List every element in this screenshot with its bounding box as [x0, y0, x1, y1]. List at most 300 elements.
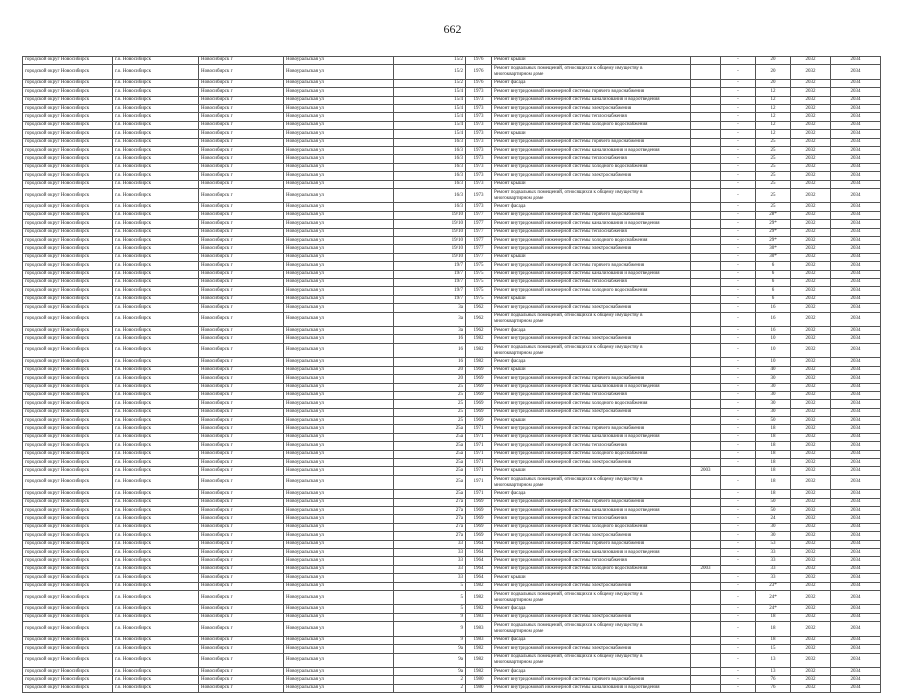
start-year-cell: 2032 [791, 105, 831, 113]
municipality-cell: г.о. Новосибирск [113, 684, 199, 692]
work-type-cell: Ремонт подвальных помещений, относящихся к общему имуществу в многоквартирном доме [492, 475, 691, 490]
sequence-cell: 13 [756, 668, 791, 676]
street-cell: Новоуральская ул [284, 65, 394, 80]
start-year-cell: 2032 [791, 358, 831, 366]
start-year-cell: 2032 [791, 565, 831, 573]
municipality-cell: г.о. Новосибирск [113, 668, 199, 676]
mark-cell: - [721, 245, 756, 253]
year-built-cell: 1977 [466, 237, 492, 245]
street-cell: Новоуральская ул [284, 613, 394, 621]
start-year-cell: 2032 [791, 574, 831, 582]
sequence-cell: 12 [756, 105, 791, 113]
sequence-cell: 6 [756, 262, 791, 270]
table-row [23, 343, 881, 358]
locality-cell: Новосибирск г [199, 605, 284, 613]
municipality-cell: г.о. Новосибирск [113, 515, 199, 523]
sequence-cell: 30 [756, 375, 791, 383]
house-number-cell: 25 [394, 391, 466, 399]
sequence-cell: 6 [756, 278, 791, 286]
work-type-cell: Ремонт внутридомовой инженерной системы теплоснабжения [492, 515, 691, 523]
table-row [23, 155, 881, 163]
extra-year-cell [691, 532, 721, 540]
work-type-cell: Ремонт внутридомовой инженерной системы электроснабжения [492, 613, 691, 621]
mark-cell: - [721, 622, 756, 637]
sequence-cell: 53 [756, 540, 791, 548]
district-cell: городской округ Новосибирск [23, 163, 113, 171]
table-row [23, 113, 881, 121]
street-cell: Новоуральская ул [284, 565, 394, 573]
extra-year-cell [691, 653, 721, 668]
work-type-cell: Ремонт подвальных помещений, относящихся к общему имуществу в многоквартирном доме [492, 188, 691, 203]
end-year-cell: 2034 [831, 523, 881, 531]
municipality-cell: г.о. Новосибирск [113, 163, 199, 171]
start-year-cell: 2032 [791, 211, 831, 219]
locality-cell: Новосибирск г [199, 523, 284, 531]
locality-cell: Новосибирск г [199, 366, 284, 374]
street-cell: Новоуральская ул [284, 515, 394, 523]
end-year-cell: 2034 [831, 304, 881, 312]
start-year-cell: 2032 [791, 335, 831, 343]
mark-cell: - [721, 180, 756, 188]
work-type-cell: Ремонт фасада [492, 79, 691, 87]
sequence-cell: 33 [756, 565, 791, 573]
sequence-cell: 20 [756, 79, 791, 87]
start-year-cell: 2032 [791, 113, 831, 121]
locality-cell: Новосибирск г [199, 130, 284, 138]
street-cell: Новоуральская ул [284, 507, 394, 515]
start-year-cell: 2032 [791, 408, 831, 416]
house-number-cell: 16/3 [394, 147, 466, 155]
house-number-cell: 27а [394, 532, 466, 540]
district-cell: городской округ Новосибирск [23, 327, 113, 335]
sequence-cell: 29* [756, 237, 791, 245]
table-row [23, 57, 881, 65]
sequence-cell: 25 [756, 203, 791, 211]
end-year-cell: 2034 [831, 327, 881, 335]
locality-cell: Новосибирск г [199, 467, 284, 475]
end-year-cell: 2034 [831, 358, 881, 366]
street-cell: Новоуральская ул [284, 605, 394, 613]
district-cell: городской округ Новосибирск [23, 613, 113, 621]
municipality-cell: г.о. Новосибирск [113, 278, 199, 286]
work-type-cell: Ремонт крыши [492, 574, 691, 582]
house-number-cell: 33 [394, 549, 466, 557]
municipality-cell: г.о. Новосибирск [113, 540, 199, 548]
house-number-cell: 19/10 [394, 228, 466, 236]
house-number-cell: 25а [394, 475, 466, 490]
end-year-cell: 2034 [831, 287, 881, 295]
year-built-cell: 1983 [466, 613, 492, 621]
table-row [23, 96, 881, 104]
work-type-cell: Ремонт внутридомовой инженерной системы холодного водоснабжения [492, 450, 691, 458]
start-year-cell: 2032 [791, 88, 831, 96]
municipality-cell: г.о. Новосибирск [113, 622, 199, 637]
sequence-cell: 25 [756, 147, 791, 155]
mark-cell: - [721, 433, 756, 441]
year-built-cell: 1969 [466, 400, 492, 408]
end-year-cell: 2034 [831, 96, 881, 104]
locality-cell: Новосибирск г [199, 613, 284, 621]
end-year-cell: 2034 [831, 113, 881, 121]
table-row [23, 653, 881, 668]
table-row [23, 475, 881, 490]
table-row [23, 417, 881, 425]
sequence-cell: 23* [756, 582, 791, 590]
end-year-cell: 2034 [831, 188, 881, 203]
table-row [23, 590, 881, 605]
extra-year-cell [691, 163, 721, 171]
extra-year-cell [691, 121, 721, 129]
year-built-cell: 1976 [466, 65, 492, 80]
locality-cell: Новосибирск г [199, 88, 284, 96]
municipality-cell: г.о. Новосибирск [113, 383, 199, 391]
district-cell: городской округ Новосибирск [23, 467, 113, 475]
district-cell: городской округ Новосибирск [23, 557, 113, 565]
start-year-cell: 2032 [791, 172, 831, 180]
district-cell: городской округ Новосибирск [23, 408, 113, 416]
extra-year-cell [691, 636, 721, 644]
start-year-cell: 2032 [791, 203, 831, 211]
mark-cell: - [721, 645, 756, 653]
year-built-cell: 1969 [466, 523, 492, 531]
start-year-cell: 2032 [791, 262, 831, 270]
work-type-cell: Ремонт внутридомовой инженерной системы холодного водоснабжения [492, 287, 691, 295]
work-type-cell: Ремонт фасада [492, 490, 691, 498]
municipality-cell: г.о. Новосибирск [113, 613, 199, 621]
start-year-cell: 2032 [791, 278, 831, 286]
year-built-cell: 1969 [466, 366, 492, 374]
municipality-cell: г.о. Новосибирск [113, 605, 199, 613]
house-number-cell: 27а [394, 507, 466, 515]
year-built-cell: 1971 [466, 433, 492, 441]
street-cell: Новоуральская ул [284, 636, 394, 644]
extra-year-cell [691, 105, 721, 113]
extra-year-cell [691, 312, 721, 327]
locality-cell: Новосибирск г [199, 220, 284, 228]
street-cell: Новоуральская ул [284, 490, 394, 498]
house-number-cell: 3а [394, 304, 466, 312]
district-cell: городской округ Новосибирск [23, 400, 113, 408]
extra-year-cell [691, 228, 721, 236]
end-year-cell: 2034 [831, 65, 881, 80]
sequence-cell: 18 [756, 450, 791, 458]
sequence-cell: 30* [756, 245, 791, 253]
extra-year-cell [691, 408, 721, 416]
sequence-cell: 18 [756, 442, 791, 450]
end-year-cell: 2034 [831, 147, 881, 155]
start-year-cell: 2032 [791, 375, 831, 383]
street-cell: Новоуральская ул [284, 425, 394, 433]
municipality-cell: г.о. Новосибирск [113, 523, 199, 531]
work-type-cell: Ремонт внутридомовой инженерной системы холодного водоснабжения [492, 400, 691, 408]
extra-year-cell [691, 188, 721, 203]
street-cell: Новоуральская ул [284, 270, 394, 278]
locality-cell: Новосибирск г [199, 327, 284, 335]
house-number-cell: 25а [394, 425, 466, 433]
street-cell: Новоуральская ул [284, 557, 394, 565]
start-year-cell: 2032 [791, 450, 831, 458]
district-cell: городской округ Новосибирск [23, 96, 113, 104]
start-year-cell: 2032 [791, 147, 831, 155]
house-number-cell: 16/3 [394, 163, 466, 171]
street-cell: Новоуральская ул [284, 475, 394, 490]
mark-cell: - [721, 400, 756, 408]
start-year-cell: 2032 [791, 498, 831, 506]
house-number-cell: 16 [394, 335, 466, 343]
locality-cell: Новосибирск г [199, 557, 284, 565]
locality-cell: Новосибирск г [199, 180, 284, 188]
end-year-cell: 2034 [831, 163, 881, 171]
municipality-cell: г.о. Новосибирск [113, 507, 199, 515]
sequence-cell: 6 [756, 287, 791, 295]
year-built-cell: 1973 [466, 121, 492, 129]
mark-cell: - [721, 684, 756, 692]
locality-cell: Новосибирск г [199, 375, 284, 383]
end-year-cell: 2034 [831, 343, 881, 358]
work-type-cell: Ремонт внутридомовой инженерной системы теплоснабжения [492, 155, 691, 163]
year-built-cell: 1971 [466, 475, 492, 490]
start-year-cell: 2032 [791, 636, 831, 644]
district-cell: городской округ Новосибирск [23, 138, 113, 146]
year-built-cell: 1982 [466, 668, 492, 676]
street-cell: Новоуральская ул [284, 668, 394, 676]
district-cell: городской округ Новосибирск [23, 287, 113, 295]
street-cell: Новоуральская ул [284, 96, 394, 104]
end-year-cell: 2034 [831, 613, 881, 621]
street-cell: Новоуральская ул [284, 408, 394, 416]
table-row [23, 605, 881, 613]
house-number-cell: 33 [394, 574, 466, 582]
extra-year-cell [691, 450, 721, 458]
end-year-cell: 2034 [831, 645, 881, 653]
street-cell: Новоуральская ул [284, 121, 394, 129]
year-built-cell: 1982 [466, 335, 492, 343]
locality-cell: Новосибирск г [199, 278, 284, 286]
start-year-cell: 2032 [791, 237, 831, 245]
street-cell: Новоуральская ул [284, 549, 394, 557]
mark-cell: - [721, 163, 756, 171]
sequence-cell: 18 [756, 622, 791, 637]
extra-year-cell [691, 96, 721, 104]
sequence-cell: 24* [756, 605, 791, 613]
extra-year-cell [691, 220, 721, 228]
end-year-cell: 2034 [831, 408, 881, 416]
start-year-cell: 2032 [791, 391, 831, 399]
sequence-cell: 30 [756, 532, 791, 540]
house-number-cell: 25 [394, 417, 466, 425]
table-row [23, 613, 881, 621]
municipality-cell: г.о. Новосибирск [113, 203, 199, 211]
end-year-cell: 2034 [831, 590, 881, 605]
district-cell: городской округ Новосибирск [23, 79, 113, 87]
house-number-cell: 15/2 [394, 65, 466, 80]
extra-year-cell [691, 262, 721, 270]
sequence-cell: 25 [756, 188, 791, 203]
street-cell: Новоуральская ул [284, 253, 394, 261]
locality-cell: Новосибирск г [199, 582, 284, 590]
district-cell: городской округ Новосибирск [23, 220, 113, 228]
mark-cell: - [721, 490, 756, 498]
extra-year-cell [691, 590, 721, 605]
table-row [23, 498, 881, 506]
table-row [23, 203, 881, 211]
year-built-cell: 1983 [466, 622, 492, 637]
street-cell: Новоуральская ул [284, 335, 394, 343]
end-year-cell: 2034 [831, 105, 881, 113]
start-year-cell: 2032 [791, 433, 831, 441]
district-cell: городской округ Новосибирск [23, 622, 113, 637]
municipality-cell: г.о. Новосибирск [113, 358, 199, 366]
work-type-cell: Ремонт внутридомовой инженерной системы электроснабжения [492, 459, 691, 467]
work-type-cell: Ремонт подвальных помещений, относящихся к общему имуществу в многоквартирном доме [492, 653, 691, 668]
extra-year-cell [691, 475, 721, 490]
end-year-cell: 2034 [831, 668, 881, 676]
end-year-cell: 2034 [831, 622, 881, 637]
start-year-cell: 2032 [791, 327, 831, 335]
work-type-cell: Ремонт внутридомовой инженерной системы горячего водоснабжения [492, 88, 691, 96]
extra-year-cell [691, 295, 721, 303]
end-year-cell: 2034 [831, 532, 881, 540]
mark-cell: - [721, 498, 756, 506]
end-year-cell: 2034 [831, 237, 881, 245]
year-built-cell: 1969 [466, 532, 492, 540]
municipality-cell: г.о. Новосибирск [113, 65, 199, 80]
year-built-cell: 1973 [466, 88, 492, 96]
table-row [23, 383, 881, 391]
start-year-cell: 2032 [791, 467, 831, 475]
mark-cell: - [721, 188, 756, 203]
street-cell: Новоуральская ул [284, 391, 394, 399]
year-built-cell: 1969 [466, 417, 492, 425]
sequence-cell: 25 [756, 138, 791, 146]
table-row [23, 565, 881, 573]
house-number-cell: 16/3 [394, 138, 466, 146]
start-year-cell: 2032 [791, 220, 831, 228]
mark-cell: - [721, 211, 756, 219]
start-year-cell: 2032 [791, 490, 831, 498]
mark-cell: - [721, 515, 756, 523]
sequence-cell: 16 [756, 312, 791, 327]
municipality-cell: г.о. Новосибирск [113, 220, 199, 228]
municipality-cell: г.о. Новосибирск [113, 270, 199, 278]
district-cell: городской округ Новосибирск [23, 358, 113, 366]
municipality-cell: г.о. Новосибирск [113, 417, 199, 425]
work-type-cell: Ремонт крыши [492, 180, 691, 188]
year-built-cell: 1982 [466, 645, 492, 653]
work-type-cell: Ремонт внутридомовой инженерной системы горячего водоснабжения [492, 676, 691, 684]
year-built-cell: 1977 [466, 245, 492, 253]
municipality-cell: г.о. Новосибирск [113, 565, 199, 573]
street-cell: Новоуральская ул [284, 383, 394, 391]
end-year-cell: 2034 [831, 278, 881, 286]
year-built-cell: 1964 [466, 549, 492, 557]
municipality-cell: г.о. Новосибирск [113, 433, 199, 441]
extra-year-cell [691, 327, 721, 335]
year-built-cell: 1975 [466, 270, 492, 278]
extra-year-cell [691, 383, 721, 391]
end-year-cell: 2034 [831, 582, 881, 590]
year-built-cell: 1964 [466, 557, 492, 565]
locality-cell: Новосибирск г [199, 400, 284, 408]
table-row [23, 270, 881, 278]
end-year-cell: 2034 [831, 565, 881, 573]
work-type-cell: Ремонт внутридомовой инженерной системы электроснабжения [492, 105, 691, 113]
extra-year-cell [691, 287, 721, 295]
end-year-cell: 2034 [831, 203, 881, 211]
end-year-cell: 2034 [831, 228, 881, 236]
start-year-cell: 2032 [791, 138, 831, 146]
sequence-cell: 18 [756, 613, 791, 621]
house-number-cell: 15/4 [394, 105, 466, 113]
district-cell: городской округ Новосибирск [23, 113, 113, 121]
sequence-cell: 25 [756, 172, 791, 180]
extra-year-cell [691, 113, 721, 121]
extra-year-cell [691, 684, 721, 692]
mark-cell: - [721, 442, 756, 450]
mark-cell: - [721, 358, 756, 366]
end-year-cell: 2034 [831, 515, 881, 523]
year-built-cell: 1969 [466, 498, 492, 506]
mark-cell: - [721, 253, 756, 261]
sequence-cell: 12 [756, 88, 791, 96]
district-cell: городской округ Новосибирск [23, 105, 113, 113]
street-cell: Новоуральская ул [284, 375, 394, 383]
year-built-cell: 1973 [466, 113, 492, 121]
mark-cell [721, 565, 756, 573]
page-number: 662 [443, 22, 462, 36]
municipality-cell: г.о. Новосибирск [113, 532, 199, 540]
locality-cell: Новосибирск г [199, 450, 284, 458]
work-type-cell: Ремонт внутридомовой инженерной системы холодного водоснабжения [492, 163, 691, 171]
sequence-cell: 50 [756, 507, 791, 515]
table-row [23, 220, 881, 228]
table-row [23, 366, 881, 374]
extra-year-cell [691, 417, 721, 425]
start-year-cell: 2032 [791, 57, 831, 65]
district-cell: городской округ Новосибирск [23, 270, 113, 278]
municipality-cell: г.о. Новосибирск [113, 653, 199, 668]
year-built-cell: 1973 [466, 155, 492, 163]
street-cell: Новоуральская ул [284, 684, 394, 692]
mark-cell: - [721, 475, 756, 490]
end-year-cell: 2034 [831, 574, 881, 582]
extra-year-cell [691, 130, 721, 138]
start-year-cell: 2032 [791, 366, 831, 374]
house-number-cell: 20 [394, 366, 466, 374]
district-cell: городской округ Новосибирск [23, 450, 113, 458]
table-row [23, 532, 881, 540]
district-cell: городской округ Новосибирск [23, 172, 113, 180]
start-year-cell: 2032 [791, 532, 831, 540]
house-number-cell: 19/10 [394, 237, 466, 245]
district-cell: городской округ Новосибирск [23, 549, 113, 557]
sequence-cell: 30 [756, 523, 791, 531]
sequence-cell: 10 [756, 335, 791, 343]
sequence-cell: 50 [756, 417, 791, 425]
mark-cell: - [721, 105, 756, 113]
end-year-cell: 2034 [831, 295, 881, 303]
year-built-cell: 1962 [466, 312, 492, 327]
mark-cell: - [721, 327, 756, 335]
sequence-cell: 30 [756, 408, 791, 416]
locality-cell: Новосибирск г [199, 228, 284, 236]
sequence-cell: 18 [756, 459, 791, 467]
year-built-cell: 1971 [466, 450, 492, 458]
end-year-cell: 2034 [831, 138, 881, 146]
house-number-cell: 27а [394, 515, 466, 523]
locality-cell: Новосибирск г [199, 172, 284, 180]
municipality-cell: г.о. Новосибирск [113, 172, 199, 180]
